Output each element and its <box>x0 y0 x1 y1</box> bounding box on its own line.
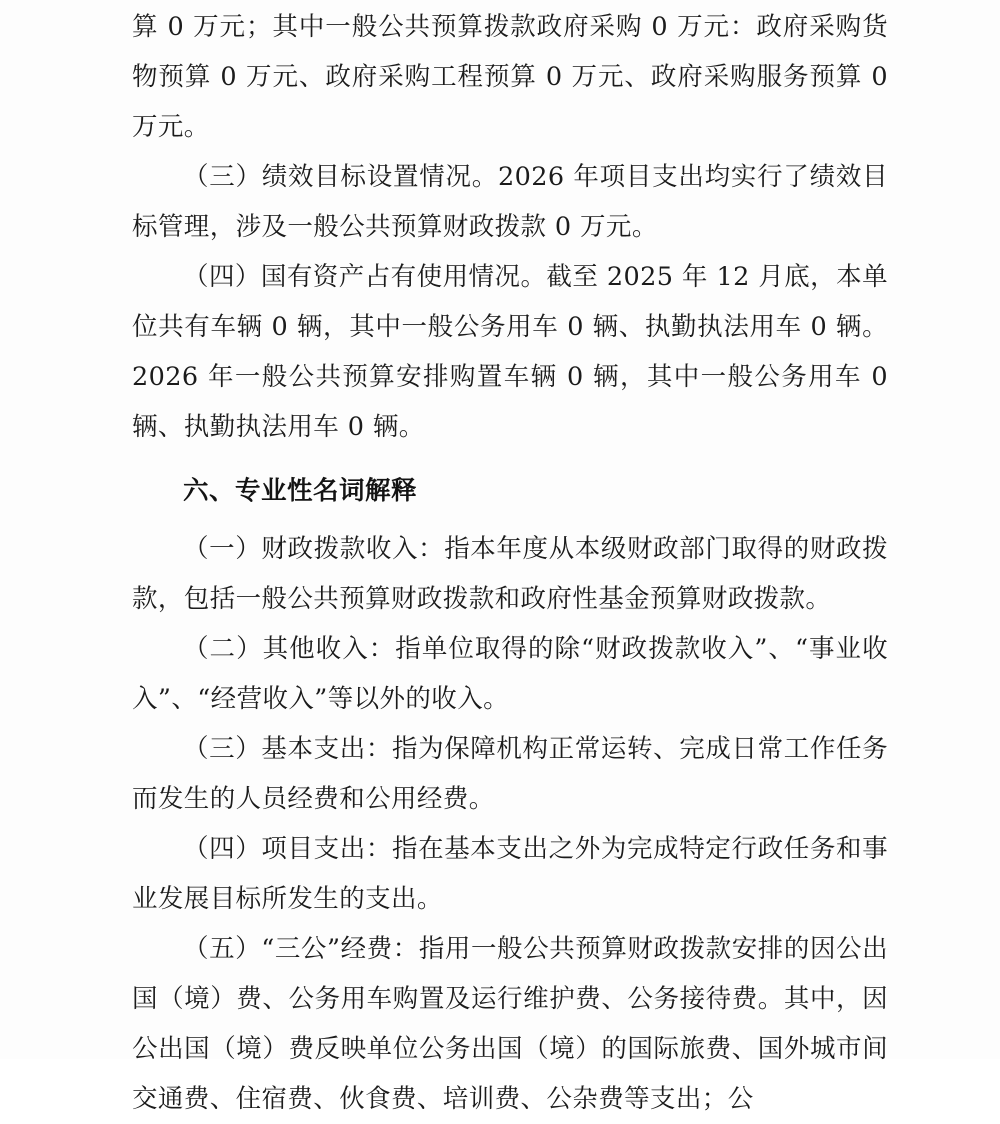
spacer-after-heading <box>132 516 888 524</box>
term-project-expenditure: （四）项目支出：指在基本支出之外为完成特定行政任务和事业发展目标所发生的支出。 <box>132 834 888 914</box>
term-basic-expenditure: （三）基本支出：指为保障机构正常运转、完成日常工作任务而发生的人员经费和公用经费。 <box>132 734 888 814</box>
paragraph-item-four-state-assets: （四）国有资产占有使用情况。截至 2025 年 12 月底，本单位共有车辆 0 辆，其中一般公务用车 0 辆、执勤执法用车 0 辆。2026 年一般公共预算安排购置车辆 0 辆，其中一般公务用车 0 辆、执勤执法用车 0 辆。 <box>132 262 888 442</box>
term-three-public-expenses: （五）“三公”经费：指用一般公共预算财政拨款安排的因公出国（境）费、公务用车购置及运行维护费、公务接待费。其中，因公出国（境）费反映单位公务出国（境）的国际旅费、国外城市间交通费、住宿费、伙食费、培训费、公杂费等支出；公 <box>132 934 888 1114</box>
document-body <box>132 0 888 1124</box>
term-other-income: （二）其他收入：指单位取得的除“财政拨款收入”、“事业收入”、“经营收入”等以外的收入。 <box>132 634 888 714</box>
paragraph-continued-procurement: 算 0 万元；其中一般公共预算拨款政府采购 0 万元：政府采购货物预算 0 万元、政府采购工程预算 0 万元、政府采购服务预算 0 万元。 <box>132 12 888 142</box>
section-heading-terms: 六、专业性名词解释 <box>183 476 418 506</box>
spacer-before-heading <box>132 452 888 466</box>
paragraph-item-three-performance: （三）绩效目标设置情况。2026 年项目支出均实行了绩效目标管理，涉及一般公共预算财政拨款 0 万元。 <box>132 162 888 242</box>
term-fiscal-appropriation-income: （一）财政拨款收入：指本年度从本级财政部门取得的财政拨款，包括一般公共预算财政拨款和政府性基金预算财政拨款。 <box>132 534 888 614</box>
